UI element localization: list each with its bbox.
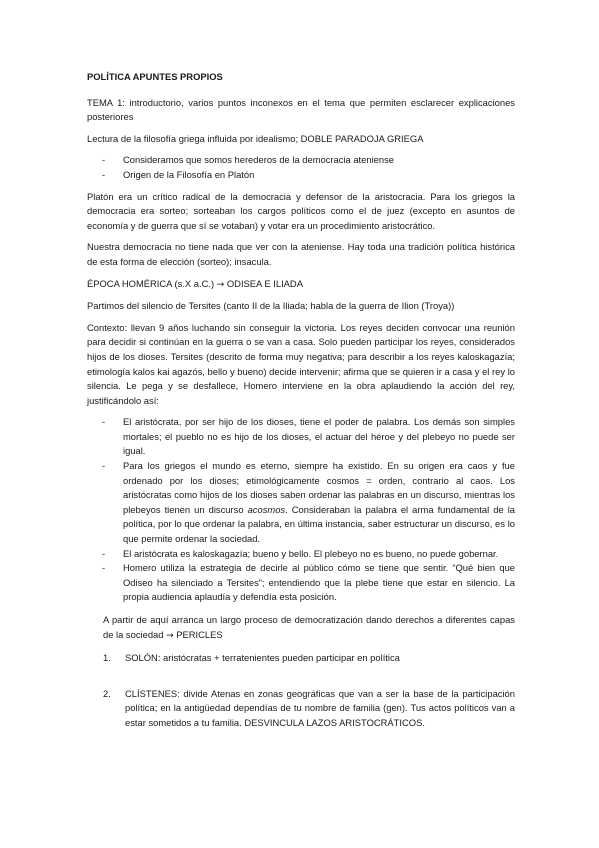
- pericles-label: PERICLES: [176, 628, 223, 640]
- list-item-text: El aristócrata es kaloskagazía; bueno y bello. El plebeyo no es bueno, no puede gobernar.: [123, 547, 499, 559]
- reading-paragraph: Lectura de la filosofía griega influida por idealismo; DOBLE PARADOJA GRIEGA: [87, 132, 424, 144]
- list-item: [87, 459, 515, 547]
- text-run: Para los griegos el mundo es eterno, siempre ha existido. En su origen era caos y fue ordenado por los dioses; etimológicamente cosmos = orden, contrario al caos. Los aristócratas como hijos de los dioses saben ordenar las palabras en un discurso, mientras los plebeyos tienen un discurso: [123, 460, 515, 515]
- plato-paragraph: Platón era un crítico radical de la democracia y defensor de la aristocracia. Para los griegos la democracia era sorteo; sorteaban los cargos políticos como el de juez (excepto en asuntos de economía y de guerra que sí se votaban) y votar era un procedimiento aristocrático.: [87, 190, 515, 231]
- list-item: [87, 547, 515, 562]
- homeric-era-heading: [87, 277, 515, 293]
- dash-bullet: -: [102, 154, 106, 166]
- reformers-list: [87, 651, 515, 730]
- list-item: [87, 415, 515, 459]
- democracy-paragraph: Nuestra democracia no tiene nada que ver con la ateniense. Hay toda una tradición política histórica de esta forma de elección (sorteo); insacula.: [87, 241, 515, 267]
- list-item-text: El aristócrata, por ser hijo de los dioses, tiene el poder de palabra. Los demás son simples mortales; el pueblo no es hijo de los dioses, el actuar del héroe y del plebeyo no puede ser igual.: [123, 416, 515, 457]
- dash-bullet: -: [102, 168, 106, 180]
- dash-bullet: -: [102, 562, 106, 574]
- list-item: [103, 651, 515, 666]
- dash-bullet: -: [102, 416, 106, 428]
- right-arrow-icon: →: [166, 630, 174, 641]
- democratization-paragraph: [103, 613, 515, 643]
- list-item-text: Consideramos que somos herederos de la democracia ateniense: [123, 154, 394, 166]
- text-run: . Consideraban la palabra el arma fundamental de la política, por lo que ordenar la palabra, en última instancia, saber estructurar un discurso, es lo que permite ordenar la sociedad.: [123, 503, 515, 545]
- list-item: [87, 168, 515, 183]
- list-item-text: CLÍSTENES: divide Atenas en zonas geográficas que van a ser la base de la participación política; en la antigüedad dependías de tu nombre de familia (gen). Tus actos políticos van a estar sometidos a tu familia. DESVINCULA LAZOS ARISTOCRÁTICOS.: [125, 687, 515, 728]
- list-item-text: Homero utiliza la estrategia de decirle al público cómo se tiene que sentir. “Qué bien que Odiseo ha silenciado a Tersites”; entendiendo que la plebe tiene que estar en silencio. La propia audiencia aplaudía y defendía esta posición.: [123, 562, 515, 603]
- right-arrow-icon: →: [216, 279, 225, 290]
- topic-intro: TEMA 1: introductorio, varios puntos inconexos en el tema que permiten esclarecer explicaciones posteriores: [87, 96, 515, 123]
- context-paragraph: Contexto: llevan 9 años luchando sin conseguir la victoria. Los reyes deciden convocar una reunión para decidir si continúan en la guerra o se van a casa. Solo pueden participar los reyes, considerados hijos de los dioses. Tersites (descrito de forma muy negativa; para describir a los reyes kaloskagazía; etimología kalos kai agazós, bello y bueno) decide intervenir; afirma que se quieren ir a casa y el rey lo silencia. Le pega y se desfallece, Homero interviene en la obra aplaudiendo la acción del rey, justificándolo así:: [87, 321, 515, 406]
- list-number: 1.: [103, 652, 111, 664]
- dash-bullet: -: [102, 547, 106, 559]
- list-item: [103, 687, 515, 731]
- list-number: 2.: [103, 687, 111, 699]
- list-item-text: [123, 460, 515, 544]
- dash-bullet: -: [102, 460, 106, 472]
- justification-list: [87, 415, 515, 605]
- list-item: [87, 561, 515, 605]
- democratization-text: A partir de aquí arranca un largo proceso de democratización dando derechos a diferentes capas de la sociedad: [103, 614, 515, 640]
- tersites-paragraph: Partimos del silencio de Tersites (canto II de la Iliada; habla de la guerra de Ilion (Troya)): [87, 300, 455, 312]
- paradox-list: [87, 153, 515, 182]
- homeric-works-label: ODISEA E ILIADA: [226, 277, 303, 289]
- democratization-block: [87, 613, 515, 643]
- homeric-era-label: ÉPOCA HOMÉRICA (s.X a.C.): [87, 277, 215, 289]
- italic-term: acosmos: [247, 503, 286, 515]
- list-item: [87, 153, 515, 168]
- list-item-text: SOLÓN: aristócratas + terratenientes pueden participar en política: [125, 652, 400, 664]
- document-title: POLÍTICA APUNTES PROPIOS: [87, 71, 223, 82]
- list-item-text: Origen de la Filosofía en Platón: [123, 168, 255, 180]
